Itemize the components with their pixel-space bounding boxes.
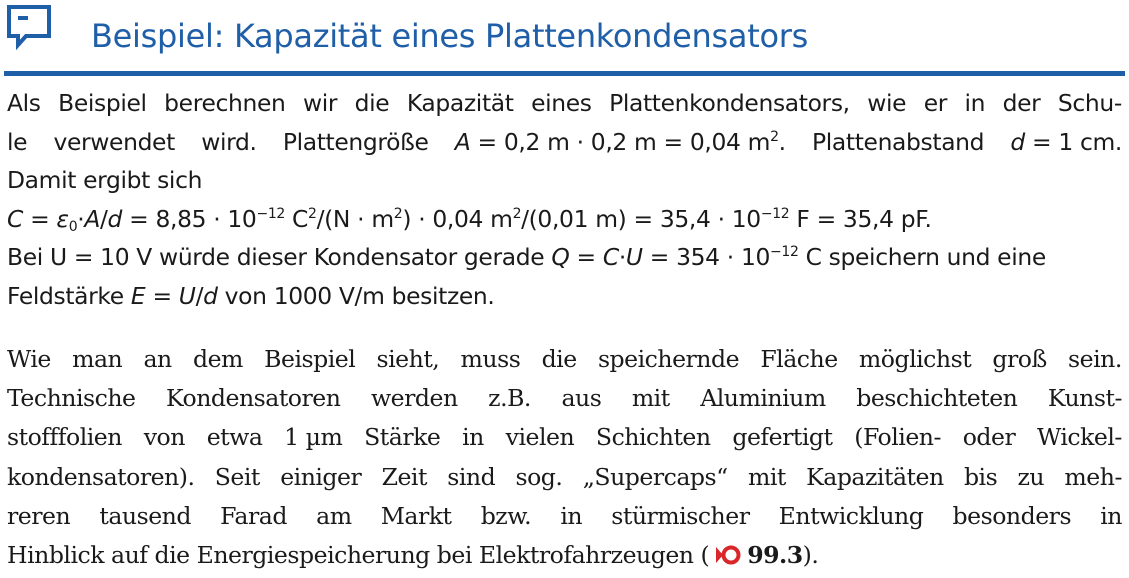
epsilon-symbol: ε: [56, 204, 69, 233]
field-strength-sentence: [7, 277, 1122, 316]
word: meh-: [1064, 462, 1122, 491]
word: etwa: [206, 423, 263, 452]
word: werden: [370, 384, 458, 413]
body-line-2: [7, 379, 1122, 418]
word: Wickel-: [1037, 423, 1122, 452]
word: Beispiel: [58, 89, 147, 117]
math-text: C: [284, 204, 309, 233]
word: Aluminium: [700, 384, 826, 413]
word: Farad: [220, 501, 287, 530]
subscript: 0: [68, 218, 78, 235]
example-line-3: Damit ergibt sich: [7, 166, 203, 195]
punctuation: .: [778, 127, 786, 156]
math-text: ·: [618, 243, 626, 272]
word: (Folien-: [854, 423, 941, 452]
math-symbol: A: [84, 204, 101, 233]
example-text: [7, 84, 1122, 316]
exponent: 2: [308, 205, 317, 222]
word: 1 µm: [284, 423, 343, 452]
math-text: = 8,85 · 10: [122, 204, 257, 233]
word: eines: [531, 89, 592, 117]
header-divider: [4, 71, 1125, 76]
word: Kondensatoren: [166, 384, 341, 413]
math-text: =: [22, 204, 57, 233]
word: an: [143, 345, 172, 373]
math-text: =: [145, 281, 179, 310]
word: Beispiel: [264, 345, 356, 373]
word: möglichst: [858, 345, 972, 373]
cross-reference-number: 99.3: [747, 540, 803, 569]
math-text: /: [195, 281, 204, 310]
area-expression: = 0,2 m · 0,2 m = 0,04 m: [470, 127, 771, 156]
word: Wie: [7, 345, 51, 373]
word: beschichteten: [856, 384, 1018, 413]
word: dem: [192, 345, 243, 373]
word: Plattenkondensators,: [609, 89, 850, 117]
text: Feldstärke: [7, 281, 131, 310]
word: er: [923, 89, 948, 117]
math-text: F = 35,4 pF.: [789, 204, 932, 233]
text: Hinblick auf die Energiespeicherung bei Elektrofahrzeugen (: [7, 540, 710, 569]
word: groß: [992, 345, 1047, 373]
word: sind: [447, 462, 496, 491]
word: muss: [460, 345, 521, 373]
body-line-5: [7, 497, 1122, 536]
word: vielen: [505, 423, 575, 452]
word: wie: [867, 89, 907, 117]
word: Entwicklung: [778, 501, 924, 530]
exponent: 2: [393, 205, 403, 222]
math-symbol: E: [130, 281, 146, 310]
plate-distance-formula: [1010, 123, 1122, 162]
text: von 1000 V/m besitzen.: [217, 281, 495, 310]
word: Seit: [214, 462, 260, 491]
word: man: [72, 345, 123, 373]
word: aus: [561, 384, 602, 413]
word: Zeit: [381, 462, 427, 491]
word: in: [560, 501, 583, 530]
word: Fläche: [760, 345, 838, 373]
math-symbol: C: [602, 243, 619, 272]
example-line-1: [7, 84, 1122, 123]
word: wird.: [201, 127, 257, 156]
word: mit: [747, 462, 786, 491]
math-symbol: U: [625, 243, 643, 272]
exponent: −12: [760, 205, 790, 222]
word: Schichten: [595, 423, 711, 452]
word: Schu-: [1057, 89, 1122, 117]
word: verwendet: [53, 127, 175, 156]
word: bzw.: [480, 501, 532, 530]
capacitance-formula: [7, 200, 1122, 239]
word: stürmischer: [611, 501, 750, 530]
exponent: −12: [256, 205, 285, 222]
math-symbol: C: [7, 204, 23, 233]
text: ).: [802, 540, 819, 569]
math-symbol: d: [107, 204, 123, 233]
body-line-3: [7, 418, 1122, 457]
word: Stärke: [364, 423, 441, 452]
word: „Supercaps“: [582, 462, 728, 491]
word: gefertigt: [732, 423, 833, 452]
word: kondensatoren).: [7, 462, 195, 491]
example-title: Beispiel: Kapazität eines Plattenkondensators: [91, 17, 808, 55]
math-text: ·: [77, 204, 85, 233]
area-variable: A: [454, 127, 471, 156]
word: sog.: [515, 462, 563, 491]
word: Kapazitäten: [806, 462, 944, 491]
math-text: ) · 0,04 m: [402, 204, 513, 233]
body-line-4: [7, 458, 1122, 497]
math-text: /: [100, 204, 108, 233]
word: reren: [7, 501, 71, 530]
word: Markt: [380, 501, 452, 530]
example-line-2: [7, 123, 1122, 162]
word: die: [354, 89, 390, 117]
word: mit: [631, 384, 670, 413]
word: Technische: [7, 384, 136, 413]
body-line-6: [7, 536, 1122, 575]
body-line-1: [7, 340, 1122, 379]
distance-expression: = 1 cm.: [1024, 127, 1122, 156]
math-text: =: [569, 243, 603, 272]
exponent: −12: [770, 244, 799, 261]
word: oder: [962, 423, 1016, 452]
word: speichernde: [597, 345, 740, 373]
word: am: [316, 501, 352, 530]
word: in: [1100, 501, 1122, 530]
word: wir: [302, 89, 338, 117]
word: Kapazität: [406, 89, 514, 117]
word: einiger: [280, 462, 362, 491]
word: der: [1002, 89, 1041, 117]
word: stofffolien: [7, 423, 122, 452]
word: le: [7, 127, 28, 156]
word: in: [964, 89, 986, 117]
word: sein.: [1068, 345, 1122, 373]
body-paragraph: [7, 340, 1122, 575]
distance-variable: d: [1010, 127, 1025, 156]
word: bis: [963, 462, 998, 491]
cross-reference-icon: [715, 544, 741, 566]
math-symbol: Q: [551, 243, 570, 272]
charge-sentence: [7, 238, 1122, 277]
math-text: /(0,01 m) = 35,4 · 10: [521, 204, 761, 233]
word: tausend: [99, 501, 191, 530]
math-symbol: U: [178, 281, 196, 310]
math-text: /(N · m: [316, 204, 394, 233]
exponent: 2: [512, 205, 522, 222]
word: z.B.: [488, 384, 531, 413]
text: C speichern und eine: [798, 243, 1046, 272]
word: Plattengröße: [282, 127, 429, 156]
example-header: [0, 0, 1129, 80]
word: in: [462, 423, 484, 452]
speech-bubble-icon: [6, 4, 52, 50]
word: Kunst-: [1047, 384, 1122, 413]
word: besonders: [952, 501, 1072, 530]
word: Als: [7, 89, 41, 117]
word: die: [541, 345, 577, 373]
word: Plattenabstand: [812, 127, 985, 156]
math-text: = 354 · 10: [642, 243, 771, 272]
text: Bei U = 10 V würde dieser Kondensator gerade: [7, 243, 552, 272]
word: sieht,: [376, 345, 440, 373]
plate-area-formula: [455, 123, 786, 162]
word: berechnen: [164, 89, 286, 117]
cross-reference-link[interactable]: [709, 536, 802, 575]
math-symbol: d: [203, 281, 218, 310]
word: zu: [1017, 462, 1045, 491]
word: von: [143, 423, 185, 452]
exponent: 2: [770, 128, 779, 145]
